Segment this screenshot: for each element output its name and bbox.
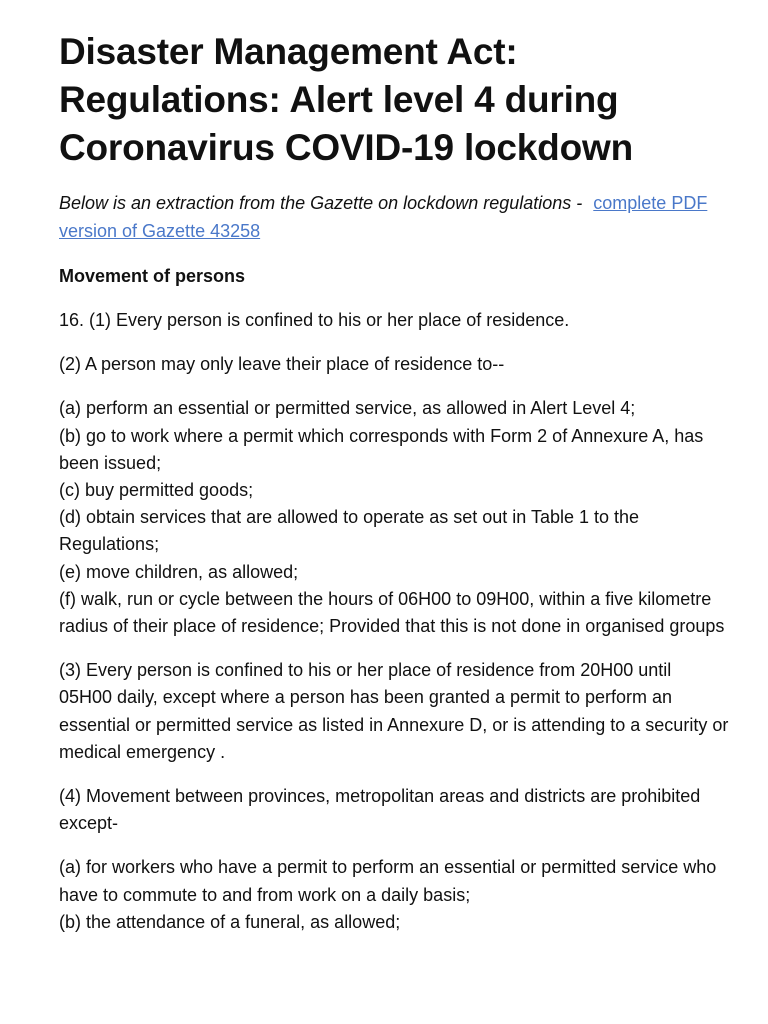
list-item: (b) the attendance of a funeral, as allowed; bbox=[59, 911, 401, 932]
list-item: (a) for workers who have a permit to perform an essential or permitted service who have to commute to and from work on a daily basis; bbox=[59, 857, 717, 905]
page-title: Disaster Management Act: Regulations: Alert level 4 during Coronavirus COVID-19 lockdown bbox=[59, 31, 633, 168]
list-item: (d) obtain services that are allowed to operate as set out in Table 1 to the Regulations; bbox=[59, 507, 640, 555]
list-item: (c) buy permitted goods; bbox=[59, 480, 254, 501]
list-item: (f) walk, run or cycle between the hours of 06H00 to 09H00, within a five kilometre radius of their place of residence; Provided that this is not done in organised groups bbox=[59, 588, 725, 637]
gazette-pdf-link[interactable]: complete PDF version of Gazette 43258 bbox=[59, 193, 708, 241]
permitted-reasons-list bbox=[59, 395, 729, 640]
intro-text: Below is an extraction from the Gazette on lockdown regulations - bbox=[59, 193, 588, 213]
list-item: (b) go to work where a permit which corresponds with Form 2 of Annexure A, has been issued; bbox=[59, 425, 704, 473]
list-item: (a) perform an essential or permitted service, as allowed in Alert Level 4; bbox=[59, 398, 636, 419]
paragraph-1: 16. (1) Every person is confined to his or her place of residence. bbox=[59, 310, 570, 330]
movement-exceptions-list bbox=[59, 854, 729, 936]
intro-paragraph bbox=[59, 189, 729, 245]
paragraph-3: (3) Every person is confined to his or her place of residence from 20H00 until 05H00 daily, except where a person has been granted a permit to perform an essential or permitted service as listed in Annexure D, or is attending to a security or medical emergency . bbox=[59, 660, 729, 762]
section-heading: Movement of persons bbox=[59, 266, 246, 286]
article bbox=[59, 28, 729, 936]
paragraph-4: (4) Movement between provinces, metropolitan areas and districts are prohibited except- bbox=[59, 786, 701, 834]
list-item: (e) move children, as allowed; bbox=[59, 561, 299, 582]
paragraph-2: (2) A person may only leave their place of residence to-- bbox=[59, 354, 505, 375]
